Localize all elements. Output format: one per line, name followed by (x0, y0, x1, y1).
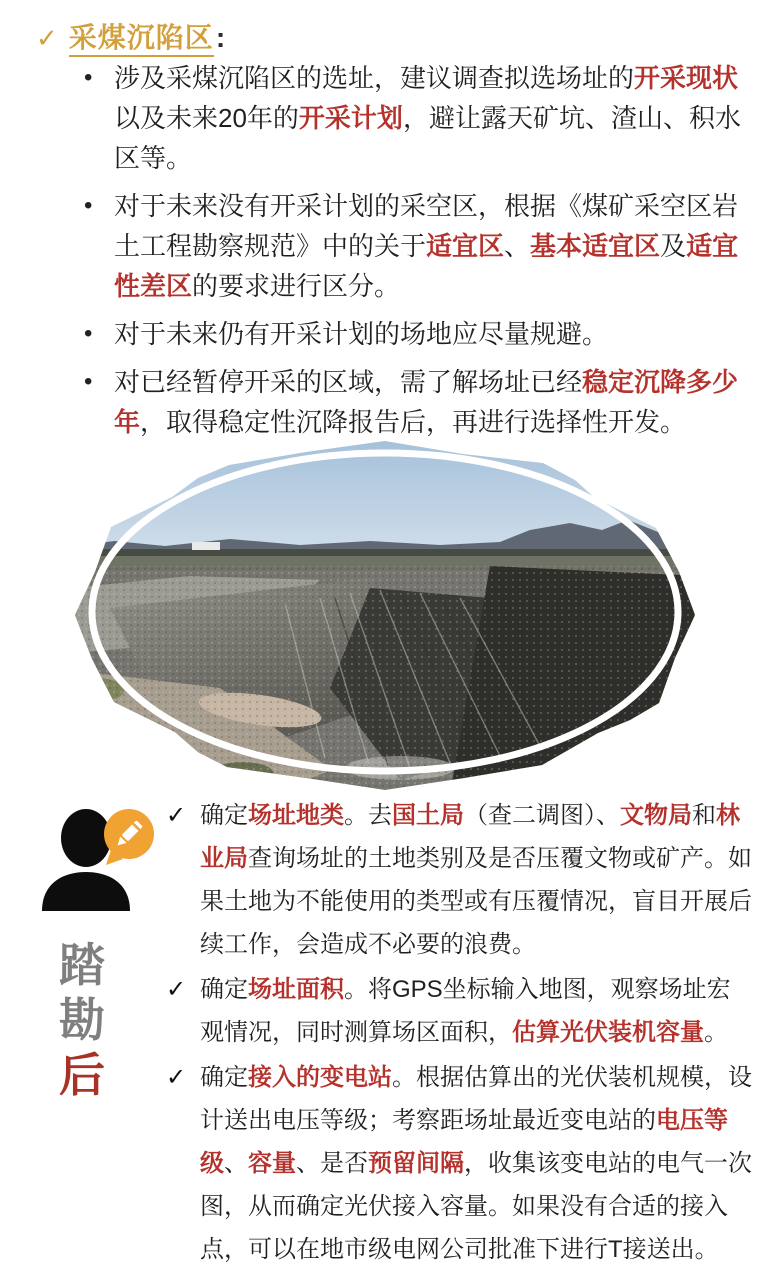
surveyor-person-pencil-icon (34, 798, 156, 912)
bullet-text: 对于未来仍有开采计划的场地应尽量规避。 (114, 319, 609, 349)
check-item-text: 确定接入的变电站。根据估算出的光伏装机规模，设计送出电压等级；考察距场址最近变电站的电压等级、容量、是否预留间隔，收集该变电站的电气一次图，从而确定光伏接入容量。如果没有合适的接入点，可以在地市级电网公司批准下进行T接送出。 (200, 1064, 752, 1263)
page-title: 采煤沉陷区 (69, 22, 214, 57)
mine-photo-illustration (70, 438, 700, 794)
list-item (84, 58, 744, 178)
check-item-text: 确定场址地类。去国土局（查二调图）、文物局和林业局查询场址的土地类别及是否压覆文物或矿产。如果土地为不能使用的类型或有压覆情况，盲目开展后续工作，会造成不必要的浪费。 (200, 802, 752, 958)
bullet-text: 对已经暂停开采的区域，需了解场址已经稳定沉降多少年，取得稳定性沉降报告后，再进行选择性开发。 (114, 367, 739, 437)
list-item (84, 362, 744, 442)
bullet-text: 对于未来没有开采计划的采空区，根据《煤矿采空区岩土工程勘察规范》中的关于适宜区、基本适宜区及适宜性差区的要求进行区分。 (114, 191, 739, 301)
checkmark-icon: ✓ (166, 802, 187, 829)
checkmark-icon: ✓ (166, 976, 187, 1003)
bullet-text: 涉及采煤沉陷区的选址，建议调查拟选场址的开采现状以及未来20年的开采计划，避让露天矿坑、渣山、积水区等。 (114, 63, 741, 173)
list-item (84, 186, 744, 306)
bullet-icon: • (84, 320, 93, 347)
section-header (36, 16, 226, 56)
check-icon: ✓ (36, 23, 59, 53)
open-pit-coal-mine-photo (70, 438, 700, 794)
bullet-icon: • (84, 192, 93, 219)
list-item (166, 1056, 754, 1271)
list-item (166, 794, 754, 966)
survey-checklist (166, 794, 754, 1273)
list-item (166, 968, 754, 1054)
bullet-icon: • (84, 64, 93, 91)
list-item (84, 314, 744, 354)
checkmark-icon: ✓ (166, 1064, 187, 1091)
check-item-text: 确定场址面积。将GPS坐标输入地图，观察场址宏观情况，同时测算场区面积，估算光伏装机容量。 (200, 976, 731, 1046)
vertical-label-after-survey: 踏 勘 后 (59, 939, 105, 1101)
title-colon: : (215, 22, 227, 53)
subsidence-bullet-list (84, 58, 744, 450)
bullet-icon: • (84, 368, 93, 395)
